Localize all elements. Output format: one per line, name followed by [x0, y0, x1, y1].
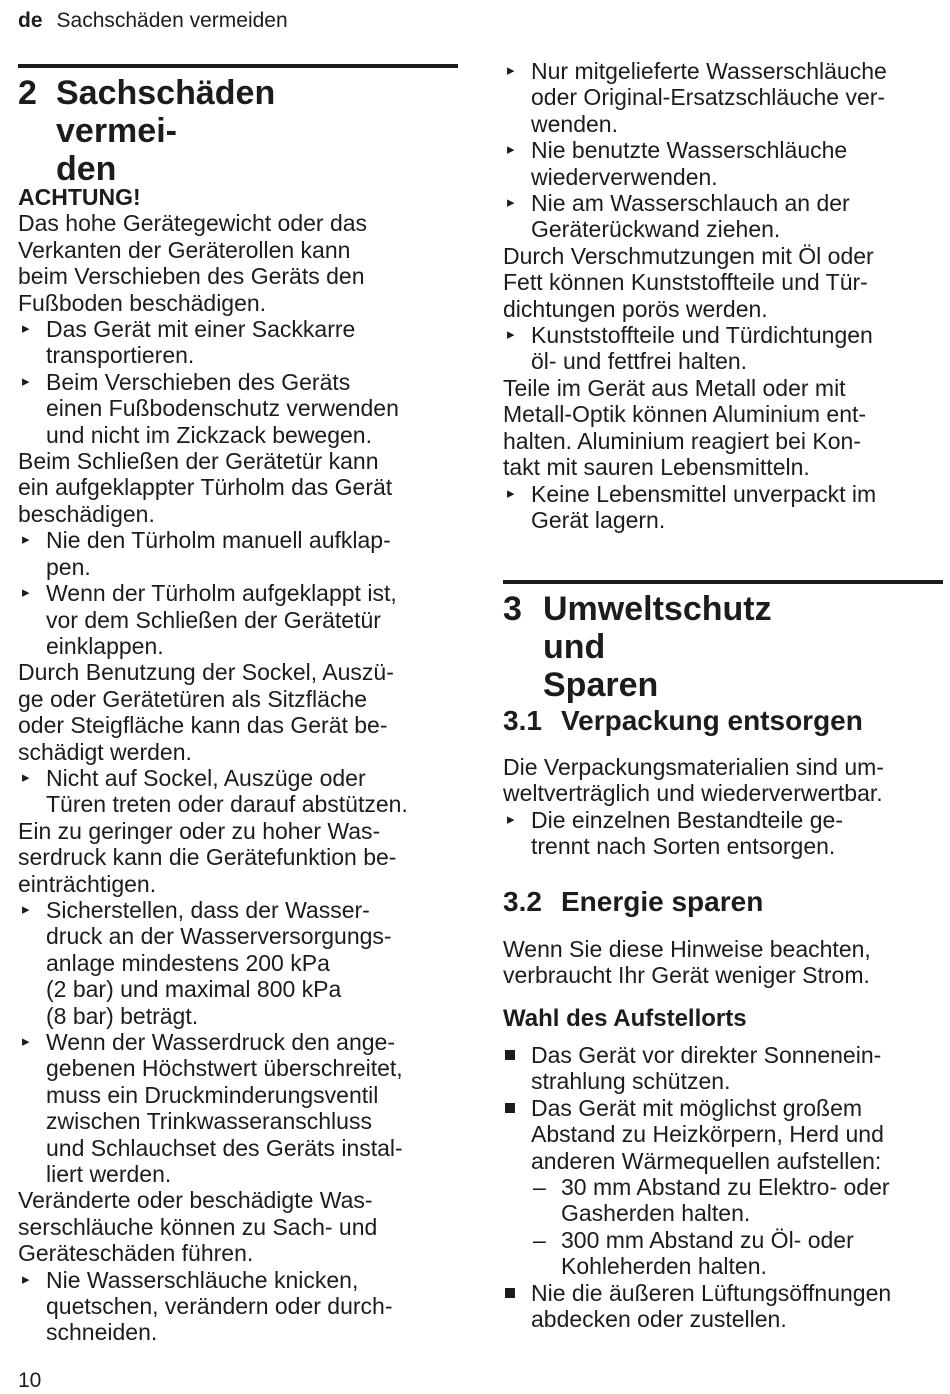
triangle-bullet-icon: ▸	[22, 320, 30, 338]
list-item	[503, 1042, 943, 1095]
list-item-text: 300 mm Abstand zu Öl- oder Kohleherden halten.	[561, 1226, 854, 1280]
triangle-bullet-icon: ▸	[22, 531, 30, 549]
list-item	[18, 1029, 458, 1187]
list-item-text: Nicht auf Sockel, Auszüge oder Türen treten oder darauf abstützen.	[46, 764, 408, 818]
subsection-3-2-list	[503, 1042, 943, 1332]
paragraph: Teile im Gerät aus Metall oder mit Metall-Optik können Aluminium ent- halten. Aluminium reagiert bei Kon- takt mit sauren Lebensmitteln.	[503, 374, 867, 481]
list-item-text: Nie den Türholm manuell aufklap- pen.	[46, 527, 391, 580]
subsection-title: Energie sparen	[561, 886, 764, 917]
section-number: 2	[18, 74, 37, 112]
list-item	[18, 316, 458, 369]
running-header-title: Sachschäden vermeiden	[56, 9, 288, 32]
list-item	[18, 765, 458, 818]
paragraph: Veränderte oder beschädigte Was- serschläuche können zu Sach- und Geräteschäden führen.	[18, 1187, 378, 1267]
subsection-3-2-intro	[503, 936, 943, 989]
list-item-text: Das Gerät vor direkter Sonnenein- strahlung schützen.	[531, 1042, 882, 1095]
paragraph: Das hohe Gerätegewicht oder das Verkanten der Geräterollen kann beim Verschieben des Geräts den Fußboden beschädigen.	[18, 210, 368, 316]
list-item	[503, 190, 943, 243]
list-item-text: Kunststoffteile und Türdichtungen öl- und fettfrei halten.	[531, 322, 873, 375]
running-header	[18, 8, 288, 34]
section-title: Umweltschutz und Sparen	[543, 590, 772, 704]
square-bullet-icon	[505, 1103, 515, 1113]
triangle-bullet-icon: ▸	[507, 141, 515, 159]
list-item	[18, 897, 458, 1029]
section-rule	[503, 580, 943, 584]
list-item-text: Sicherstellen, dass der Wasser- druck an der Wasserversorgungs- anlage mindestens 200 kPa (2 bar) und maximal 800 kPa (8 bar) beträgt.	[46, 896, 392, 1029]
list-item-text: 30 mm Abstand zu Elektro- oder Gasherden halten.	[561, 1174, 890, 1227]
triangle-bullet-icon: ▸	[22, 584, 30, 602]
list-item	[18, 369, 458, 448]
subsection-3-1-heading	[503, 705, 863, 737]
triangle-bullet-icon: ▸	[507, 194, 515, 212]
dash-bullet: –	[533, 1174, 546, 1201]
page-number: 10	[18, 1369, 42, 1392]
list-item	[18, 580, 458, 659]
list-item	[503, 322, 943, 375]
list-item	[503, 481, 943, 534]
list-item-text: Nie benutzte Wasserschläuche wiederverwenden.	[531, 137, 848, 190]
list-item-text: Wenn der Türholm aufgeklappt ist, vor dem Schließen der Gerätetür einklappen.	[46, 580, 397, 659]
list-item-text: Das Gerät mit möglichst großem Abstand zu Heizkörpern, Herd und anderen Wärmequellen aufstellen:	[531, 1094, 884, 1174]
language-code: de	[18, 9, 43, 32]
square-bullet-icon	[505, 1050, 515, 1060]
warning-label: ACHTUNG!	[18, 184, 141, 210]
triangle-bullet-icon: ▸	[22, 1270, 30, 1288]
paragraph: Wenn Sie diese Hinweise beachten, verbraucht Ihr Gerät weniger Strom.	[503, 936, 871, 989]
list-item-text: Keine Lebensmittel unverpackt im Gerät lagern.	[531, 480, 877, 533]
triangle-bullet-icon: ▸	[507, 326, 515, 344]
subheading: Wahl des Aufstellorts	[503, 1005, 747, 1032]
triangle-bullet-icon: ▸	[507, 810, 515, 828]
triangle-bullet-icon: ▸	[22, 768, 30, 786]
paragraph: Ein zu geringer oder zu hoher Was- serdruck kann die Gerätefunktion be- einträchtigen.	[18, 817, 397, 897]
subsection-number: 3.1	[503, 705, 542, 736]
list-item	[503, 137, 943, 190]
list-item-text: Nie am Wasserschlauch an der Geräterückwand ziehen.	[531, 190, 850, 243]
square-bullet-icon	[505, 1288, 515, 1298]
paragraph: Durch Benutzung der Sockel, Auszü- ge oder Gerätetüren als Sitzfläche oder Steigfläche kann das Gerät be- schädigt werden.	[18, 659, 394, 765]
triangle-bullet-icon: ▸	[507, 62, 515, 79]
list-item-text: Wenn der Wasserdruck den ange- gebenen Höchstwert überschreitet, muss ein Druckminderungsventil zwischen Trinkwasseranschluss und Schlauchset des Geräts instal- liert werden.	[46, 1029, 403, 1188]
list-item-text: Nur mitgelieferte Wasserschläuche oder Original-Ersatzschläuche ver- wenden.	[531, 58, 887, 137]
list-item	[503, 58, 943, 137]
list-item	[503, 1280, 943, 1333]
list-item	[18, 527, 458, 580]
sub-list-item	[503, 1174, 943, 1227]
paragraph: Die Verpackungsmaterialien sind um- weltverträglich und wiederverwertbar.	[503, 754, 884, 807]
list-item-text: Die einzelnen Bestandteile ge- trennt nach Sorten entsorgen.	[531, 806, 843, 860]
list-item	[18, 1267, 458, 1346]
subsection-title: Verpackung entsorgen	[561, 705, 863, 736]
right-body	[503, 58, 943, 533]
left-body	[18, 184, 458, 1346]
triangle-bullet-icon: ▸	[22, 1033, 30, 1050]
list-item	[503, 807, 943, 860]
triangle-bullet-icon: ▸	[22, 900, 30, 918]
section-number: 3	[503, 590, 522, 628]
sub-list-item	[503, 1227, 943, 1280]
subsection-3-1-body	[503, 754, 943, 860]
subsection-number: 3.2	[503, 886, 542, 917]
triangle-bullet-icon: ▸	[22, 372, 30, 390]
section-rule	[18, 64, 458, 68]
list-item-text: Nie Wasserschläuche knicken, quetschen, verändern oder durch- schneiden.	[46, 1266, 393, 1346]
section-title: Sachschäden vermei- den	[56, 74, 276, 188]
dash-bullet: –	[533, 1226, 546, 1253]
list-item-text: Das Gerät mit einer Sackkarre transportieren.	[46, 316, 356, 369]
list-item-text: Nie die äußeren Lüftungsöffnungen abdecken oder zustellen.	[531, 1279, 892, 1333]
paragraph: Durch Verschmutzungen mit Öl oder Fett können Kunststoffteile und Tür- dichtungen porös werden.	[503, 242, 874, 322]
list-item-text: Beim Verschieben des Geräts einen Fußbodenschutz verwenden und nicht im Zickzack bewegen.	[46, 368, 399, 448]
paragraph: Beim Schließen der Gerätetür kann ein aufgeklappter Türholm das Gerät beschädigen.	[18, 448, 393, 527]
triangle-bullet-icon: ▸	[507, 484, 515, 502]
list-item	[503, 1095, 943, 1174]
subsection-3-2-heading	[503, 886, 763, 918]
